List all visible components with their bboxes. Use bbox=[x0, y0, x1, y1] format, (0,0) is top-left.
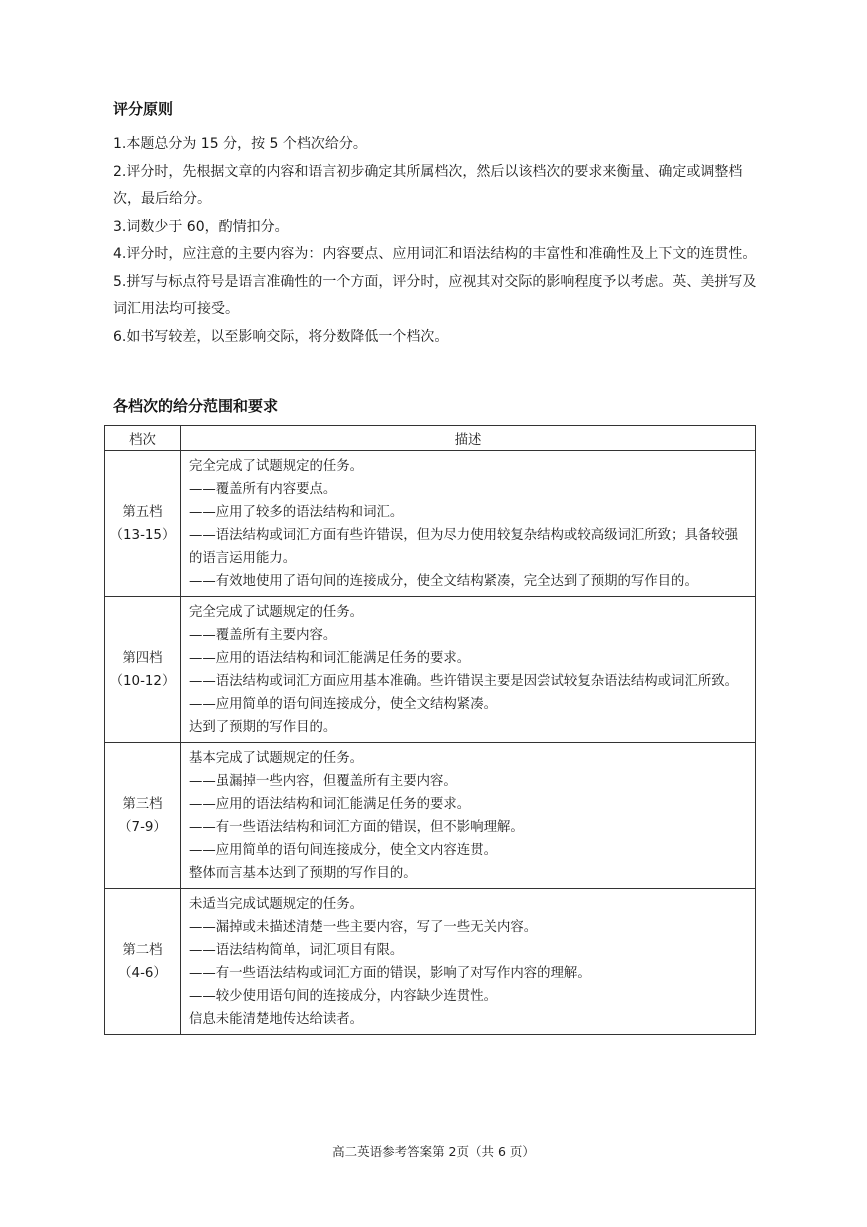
grade-levels-title: 各档次的给分范围和要求 bbox=[113, 397, 279, 415]
description-line: ——语法结构或词汇方面应用基本准确。些许错误主要是因尝试较复杂语法结构或词汇所致。 bbox=[189, 674, 739, 689]
level-cell bbox=[105, 743, 181, 889]
description-line: ——有一些语法结构和词汇方面的错误，但不影响理解。 bbox=[189, 820, 524, 835]
level-name: 第三档 bbox=[122, 796, 163, 812]
description-cell bbox=[181, 597, 756, 743]
description-line: 信息未能清楚地传达给读者。 bbox=[189, 1012, 364, 1027]
score-range: （13-15） bbox=[109, 527, 176, 543]
description-line: ——有效地使用了语句间的连接成分，使全文结构紧凑，完全达到了预期的写作目的。 bbox=[189, 574, 698, 589]
description-line: 完全完成了试题规定的任务。 bbox=[189, 459, 364, 474]
column-header-description: 描述 bbox=[181, 426, 756, 451]
description-line: ——应用简单的语句间连接成分，使全文结构紧凑。 bbox=[189, 697, 497, 712]
level-cell bbox=[105, 597, 181, 743]
scoring-principles-title: 评分原则 bbox=[113, 100, 174, 118]
table-row bbox=[105, 597, 756, 743]
description-line: ——应用的语法结构和词汇能满足任务的要求。 bbox=[189, 651, 471, 666]
rule-6: 6.如书写较差，以至影响交际，将分数降低一个档次。 bbox=[113, 328, 449, 345]
level-name: 第五档 bbox=[122, 504, 163, 520]
description-cell bbox=[181, 451, 756, 597]
description-cell bbox=[181, 743, 756, 889]
rule-5: 5.拼写与标点符号是语言准确性的一个方面，评分时，应视其对交际的影响程度予以考虑。英、美拼写及词汇用法均可接受。 bbox=[113, 273, 757, 317]
table-row bbox=[105, 451, 756, 597]
table-row bbox=[105, 889, 756, 1035]
description-line: ——较少使用语句间的连接成分，内容缺少连贯性。 bbox=[189, 989, 497, 1004]
description-line: ——覆盖所有内容要点。 bbox=[189, 482, 337, 497]
rule-2: 2.评分时，先根据文章的内容和语言初步确定其所属档次，然后以该档次的要求来衡量、确定或调整档次，最后给分。 bbox=[113, 163, 743, 207]
level-name: 第二档 bbox=[122, 942, 163, 958]
description-line: 整体而言基本达到了预期的写作目的。 bbox=[189, 866, 417, 881]
table-row bbox=[105, 743, 756, 889]
description-line: ——漏掉或未描述清楚一些主要内容，写了一些无关内容。 bbox=[189, 920, 538, 935]
column-header-level: 档次 bbox=[105, 426, 181, 451]
grade-levels-table bbox=[104, 425, 756, 1035]
description-line: ——覆盖所有主要内容。 bbox=[189, 628, 337, 643]
level-cell bbox=[105, 451, 181, 597]
description-line: ——应用简单的语句间连接成分，使全文内容连贯。 bbox=[189, 843, 497, 858]
score-range: （4-6） bbox=[118, 965, 167, 981]
description-line: ——有一些语法结构或词汇方面的错误，影响了对写作内容的理解。 bbox=[189, 966, 591, 981]
description-line: 未适当完成试题规定的任务。 bbox=[189, 897, 364, 912]
description-line: 基本完成了试题规定的任务。 bbox=[189, 751, 364, 766]
description-line: ——语法结构或词汇方面有些许错误，但为尽力使用较复杂结构或较高级词汇所致；具备较强的语言运用能力。 bbox=[189, 528, 739, 566]
description-cell bbox=[181, 889, 756, 1035]
description-line: ——应用了较多的语法结构和词汇。 bbox=[189, 505, 404, 520]
description-line: ——语法结构简单，词汇项目有限。 bbox=[189, 943, 404, 958]
rule-3: 3.词数少于 60，酌情扣分。 bbox=[113, 218, 289, 235]
scoring-rules-list bbox=[113, 131, 763, 351]
rule-4: 4.评分时，应注意的主要内容为：内容要点、应用词汇和语法结构的丰富性和准确性及上下文的连贯性。 bbox=[113, 246, 757, 262]
level-name: 第四档 bbox=[122, 650, 163, 666]
description-line: ——应用的语法结构和词汇能满足任务的要求。 bbox=[189, 797, 471, 812]
description-line: ——虽漏掉一些内容，但覆盖所有主要内容。 bbox=[189, 774, 457, 789]
score-range: （7-9） bbox=[118, 819, 167, 835]
table-header-row bbox=[105, 426, 756, 451]
description-line: 达到了预期的写作目的。 bbox=[189, 720, 337, 735]
score-range: （10-12） bbox=[109, 673, 176, 689]
page-footer: 高二英语参考答案第 2页（共 6 页） bbox=[332, 1144, 535, 1159]
level-cell bbox=[105, 889, 181, 1035]
description-line: 完全完成了试题规定的任务。 bbox=[189, 605, 364, 620]
rule-1: 1.本题总分为 15 分，按 5 个档次给分。 bbox=[113, 136, 367, 152]
